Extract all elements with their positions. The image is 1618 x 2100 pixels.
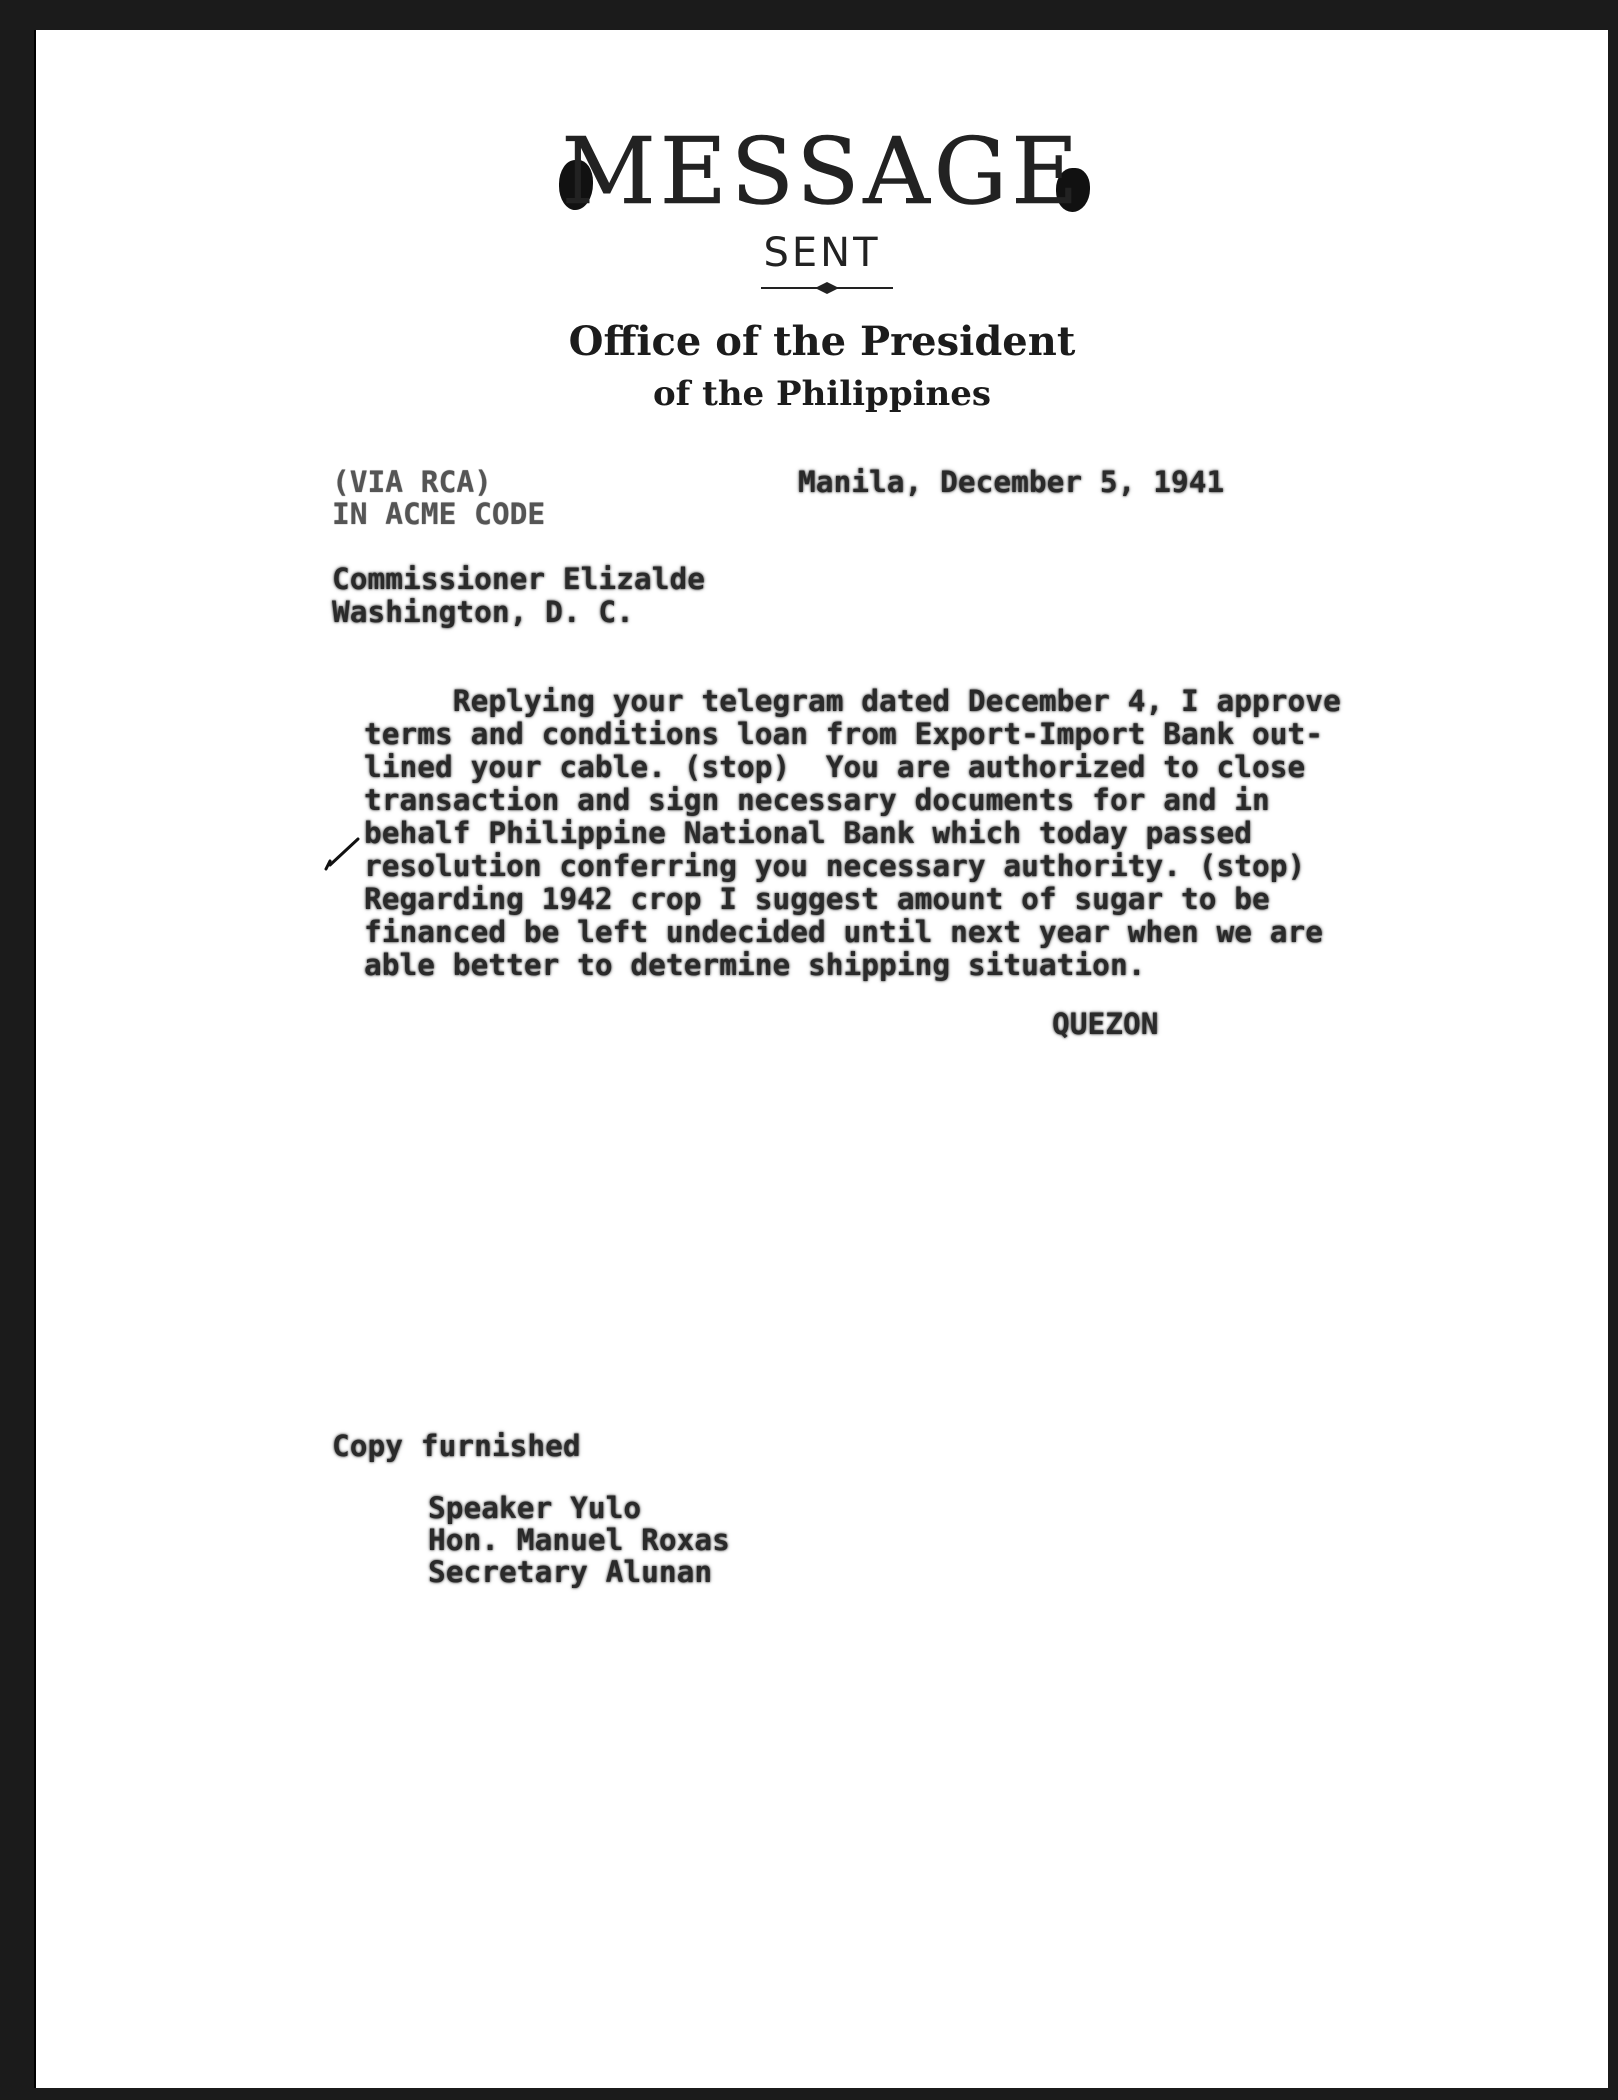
body-line: transaction and sign necessary documents for and in [364, 783, 1270, 817]
body-line: Regarding 1942 crop I suggest amount of sugar to be [364, 882, 1270, 916]
body-line: financed be left undecided until next year when we are [364, 915, 1324, 949]
margin-check-mark-icon [324, 835, 360, 871]
message-body [364, 685, 1341, 982]
body-line: able better to determine shipping situation. [364, 948, 1146, 982]
letterhead-subtitle: SENT [763, 230, 881, 276]
body-line: terms and conditions loan from Export-Import Bank out- [364, 717, 1324, 751]
letterhead-title: MESSAGE [561, 118, 1083, 225]
divider-ornament-icon [757, 280, 897, 296]
letterhead-office: Office of the President [568, 318, 1076, 365]
document-page [34, 30, 1608, 2088]
body-line: resolution conferring you necessary authority. (stop) [364, 849, 1306, 883]
signature: QUEZON [1052, 1007, 1159, 1041]
body-line: behalf Philippine National Bank which today passed [364, 816, 1253, 850]
copy-furnished-label: Copy furnished [332, 1429, 581, 1463]
place-date: Manila, December 5, 1941 [798, 465, 1225, 499]
copy-recipient: Speaker Yulo [428, 1491, 642, 1525]
addressee-location: Washington, D. C. [332, 595, 634, 629]
letterhead-country: of the Philippines [652, 374, 992, 414]
body-line: lined your cable. (stop) You are authorized to close [364, 750, 1306, 784]
body-line: Replying your telegram dated December 4, I approve [364, 684, 1341, 718]
copy-recipient: Secretary Alunan [428, 1555, 713, 1589]
copy-recipient: Hon. Manuel Roxas [428, 1523, 730, 1557]
addressee-name: Commissioner Elizalde [332, 562, 705, 596]
routing-line: (VIA RCA) [332, 465, 492, 499]
code-line: IN ACME CODE [332, 497, 546, 531]
